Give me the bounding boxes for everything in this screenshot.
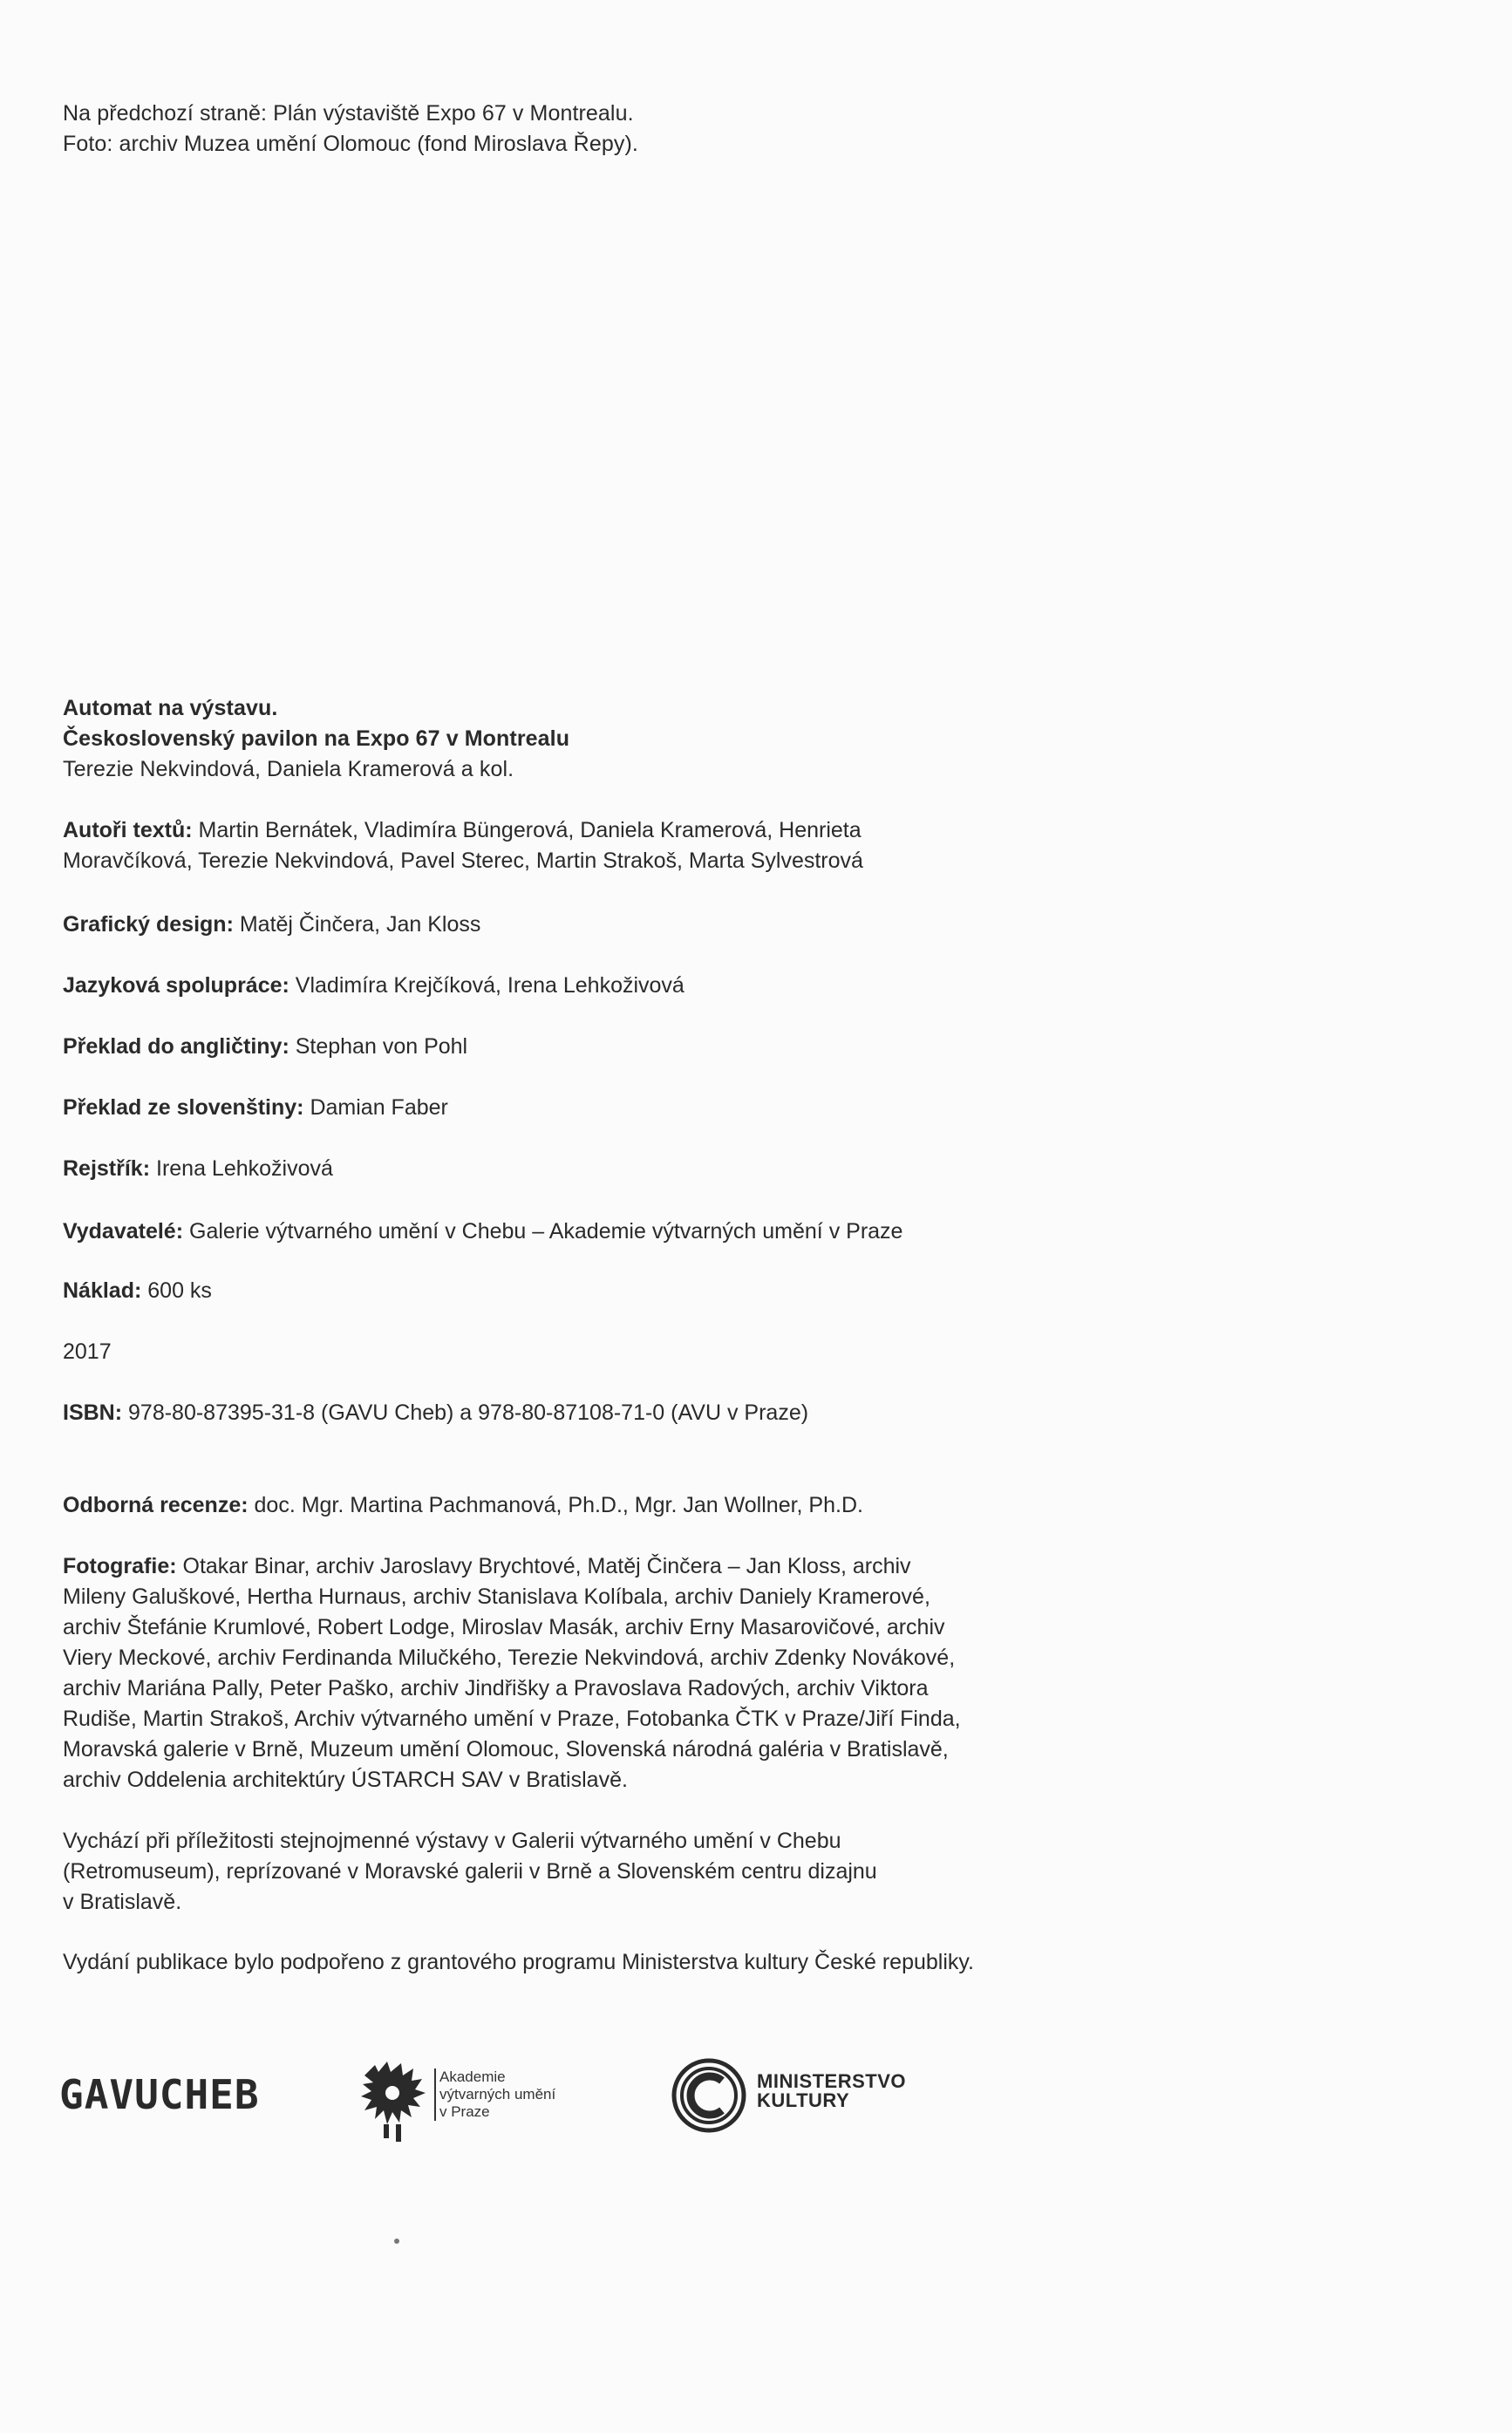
page-dot — [394, 2239, 399, 2244]
avu-logo-line: výtvarných umění — [439, 2086, 556, 2102]
text-authors-label: Autoři textů: — [63, 818, 193, 842]
avu-logo — [358, 2049, 610, 2145]
gavu-cheb-logo: GAVUCHEB — [59, 2071, 260, 2118]
translation-slovak — [63, 1093, 448, 1123]
translation-english-value: Stephan von Pohl — [289, 1034, 468, 1059]
photo-credits-line: Otakar Binar, archiv Jaroslavy Brychtové, Matěj Činčera – Jan Kloss, archiv — [176, 1554, 911, 1578]
index-label: Rejstřík: — [63, 1156, 151, 1181]
caption-line: Foto: archiv Muzea umění Olomouc (fond Miroslava Řepy). — [63, 132, 638, 156]
publishers-value: Galerie výtvarného umění v Chebu – Akademie výtvarných umění v Praze — [183, 1219, 903, 1244]
book-title: Automat na výstavu. — [63, 696, 278, 720]
expert-review-value: doc. Mgr. Martina Pachmanová, Ph.D., Mgr. Jan Wollner, Ph.D. — [248, 1493, 863, 1517]
book-subtitle: Československý pavilon na Expo 67 v Montrealu — [63, 726, 570, 751]
language-cooperation-value: Vladimíra Krejčíková, Irena Lehkoživová — [289, 973, 684, 998]
ministry-of-culture-logo — [670, 2056, 931, 2143]
ministry-logo-line: MINISTERSTVO — [757, 2070, 907, 2092]
translation-english — [63, 1032, 467, 1062]
avu-logo-text — [434, 2068, 555, 2121]
year: 2017 — [63, 1339, 112, 1364]
index-value: Irena Lehkoživová — [150, 1156, 333, 1181]
occasion-line: Vychází při příležitosti stejnojmenné výstavy v Galerii výtvarného umění v Chebu — [63, 1829, 841, 1853]
caption-line: Na předchozí straně: Plán výstaviště Expo 67 v Montrealu. — [63, 101, 634, 126]
avu-emblem-icon — [358, 2049, 431, 2145]
ministry-emblem-icon — [670, 2056, 748, 2135]
index — [63, 1154, 333, 1184]
text-authors-value: Moravčíková, Terezie Nekvindová, Pavel Sterec, Martin Strakoš, Marta Sylvestrová — [63, 848, 863, 873]
grant-support: Vydání publikace bylo podpořeno z grantového programu Ministerstva kultury České republiky. — [63, 1950, 974, 1974]
text-authors — [63, 815, 863, 876]
photo-credits-line: Viery Meckové, archiv Ferdinanda Milučkého, Terezie Nekvindová, archiv Zdenky Novákové, — [63, 1646, 956, 1670]
occasion-line: (Retromuseum), reprízované v Moravské galerii v Brně a Slovenském centru dizajnu — [63, 1859, 877, 1884]
book-authors: Terezie Nekvindová, Daniela Kramerová a kol. — [63, 757, 514, 781]
photo-credits-line: Moravská galerie v Brně, Muzeum umění Olomouc, Slovenská národná galéria v Bratislavě, — [63, 1737, 949, 1762]
exhibition-occasion — [63, 1826, 877, 1918]
translation-english-label: Překlad do angličtiny: — [63, 1034, 289, 1059]
photo-credits — [63, 1551, 961, 1796]
photo-credits-label: Fotografie: — [63, 1554, 177, 1578]
language-cooperation — [63, 971, 684, 1001]
avu-logo-line: v Praze — [439, 2103, 490, 2120]
ministry-logo-line: KULTURY — [757, 2089, 850, 2111]
language-cooperation-label: Jazyková spolupráce: — [63, 973, 289, 998]
avu-logo-line: Akademie — [439, 2068, 506, 2085]
publishers-label: Vydavatelé: — [63, 1219, 184, 1244]
photo-credits-line: archiv Štefánie Krumlové, Robert Lodge, Miroslav Masák, archiv Erny Masarovičové, archiv — [63, 1615, 945, 1639]
publishers — [63, 1216, 902, 1247]
graphic-design-label: Grafický design: — [63, 912, 234, 937]
photo-credits-line: Mileny Galuškové, Hertha Hurnaus, archiv Stanislava Kolíbala, archiv Daniely Kramerové, — [63, 1585, 930, 1609]
photo-credits-line: Rudiše, Martin Strakoš, Archiv výtvarného umění v Praze, Fotobanka ČTK v Praze/Jiří Finda, — [63, 1707, 961, 1731]
expert-review-label: Odborná recenze: — [63, 1493, 249, 1517]
previous-page-caption — [63, 99, 638, 160]
expert-review — [63, 1490, 863, 1521]
occasion-line: v Bratislavě. — [63, 1890, 182, 1914]
print-run-label: Náklad: — [63, 1278, 142, 1303]
isbn-label: ISBN: — [63, 1401, 123, 1425]
isbn-value: 978-80-87395-31-8 (GAVU Cheb) a 978-80-87108-71-0 (AVU v Praze) — [122, 1401, 809, 1425]
graphic-design — [63, 910, 480, 940]
translation-slovak-label: Překlad ze slovenštiny: — [63, 1095, 304, 1120]
text-authors-value: Martin Bernátek, Vladimíra Büngerová, Daniela Kramerová, Henrieta — [192, 818, 862, 842]
book-title-block — [63, 693, 569, 785]
graphic-design-value: Matěj Činčera, Jan Kloss — [233, 912, 481, 937]
isbn — [63, 1398, 808, 1428]
print-run — [63, 1276, 212, 1306]
photo-credits-line: archiv Oddelenia architektúry ÚSTARCH SAV v Bratislavě. — [63, 1768, 628, 1792]
translation-slovak-value: Damian Faber — [303, 1095, 448, 1120]
ministry-logo-text — [757, 2072, 906, 2110]
logo-strip — [0, 2041, 1512, 2163]
print-run-value: 600 ks — [141, 1278, 212, 1303]
photo-credits-line: archiv Mariána Pally, Peter Paško, archiv Jindřišky a Pravoslava Radových, archiv Viktora — [63, 1676, 929, 1700]
